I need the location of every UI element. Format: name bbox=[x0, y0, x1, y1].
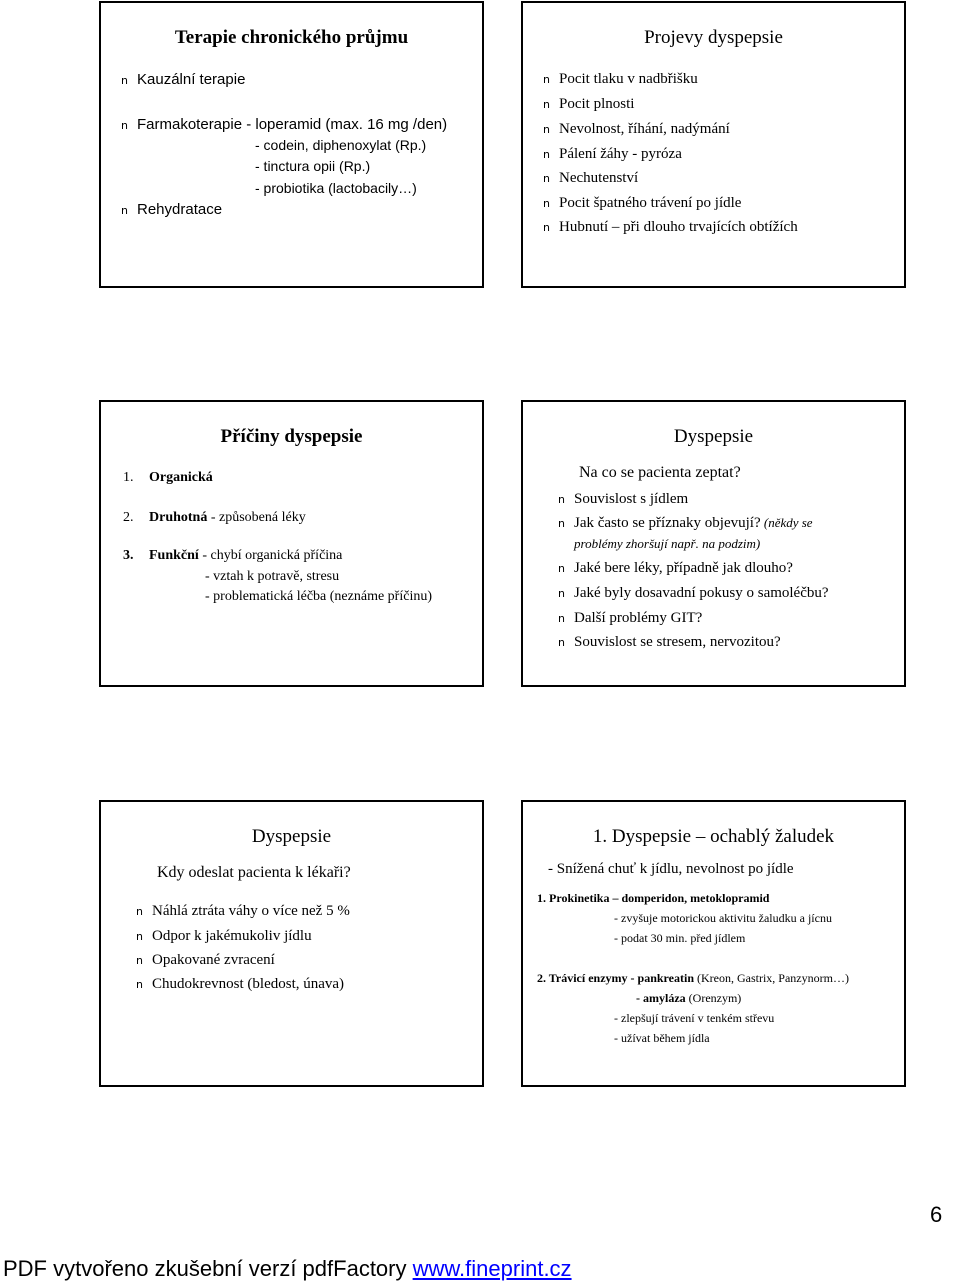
list-item: n Jak často se příznaky objevují? (někdy se bbox=[558, 515, 813, 531]
list-item: n Farmakoterapie - loperamid (max. 16 mg /den) bbox=[121, 116, 448, 133]
slide-ochably-zaludek bbox=[521, 800, 906, 1087]
bullet-icon: n bbox=[543, 98, 550, 111]
list-item: n Souvislost se stresem, nervozitou? bbox=[558, 634, 781, 650]
list-item: n Souvislost s jídlem bbox=[558, 491, 689, 507]
bullet-icon: n bbox=[543, 172, 550, 185]
bullet-icon: n bbox=[558, 517, 565, 530]
bullet-icon: n bbox=[121, 119, 128, 132]
sub-item: - tinctura opii (Rp.) bbox=[255, 158, 371, 174]
slide-title: Terapie chronického průjmu bbox=[174, 27, 409, 48]
list-item: n Pálení žáhy - pyróza bbox=[543, 146, 682, 162]
question: Kdy odeslat pacienta k lékaři? bbox=[157, 864, 351, 881]
list-item: n Nevolnost, říhání, nadýmání bbox=[543, 121, 730, 137]
list-item: n Rehydratace bbox=[121, 201, 223, 218]
sub-item: - probiotika (lactobacily…) bbox=[255, 180, 417, 196]
list-item: n Nechutenství bbox=[543, 170, 639, 186]
bullet-icon: n bbox=[121, 204, 128, 217]
bullet-icon: n bbox=[558, 562, 565, 575]
list-item: n Opakované zvracení bbox=[136, 952, 275, 968]
sub-item-amylase: - amyláza (Orenzym) bbox=[636, 991, 742, 1005]
footer-link[interactable]: www.fineprint.cz bbox=[412, 1256, 572, 1281]
bullet-icon: n bbox=[136, 954, 143, 967]
list-item: n Pocit plnosti bbox=[543, 96, 635, 112]
slide-title: Dyspepsie bbox=[673, 426, 754, 447]
list-item: n Hubnutí – při dlouho trvajících obtížích bbox=[543, 219, 798, 235]
page-number: 6 bbox=[930, 1202, 943, 1227]
bullet-icon: n bbox=[558, 612, 565, 625]
list-item: n Jaké byly dosavadní pokusy o samoléčbu? bbox=[558, 585, 829, 601]
slide-terapie-chronickeho-prujmu bbox=[99, 1, 484, 288]
bullet-icon: n bbox=[558, 493, 565, 506]
list-item: n Pocit špatného trávení po jídle bbox=[543, 195, 742, 211]
bullet-icon: n bbox=[136, 930, 143, 943]
bullet-icon: n bbox=[136, 905, 143, 918]
list-item: n Náhlá ztráta váhy o více než 5 % bbox=[136, 903, 350, 919]
list-item: n Pocit tlaku v nadbřišku bbox=[543, 71, 698, 87]
list-item: n Odpor k jakémukoliv jídlu bbox=[136, 928, 312, 944]
sub-item: - zvyšuje motorickou aktivitu žaludku a jícnu bbox=[614, 911, 832, 925]
slide-title: Projevy dyspepsie bbox=[644, 27, 783, 48]
therapy-enzymes: 2. Trávicí enzymy - pankreatin (Kreon, Gastrix, Panzynorm…) bbox=[537, 971, 849, 985]
pdf-footer: PDF vytvořeno zkušební verzí pdfFactory www.fineprint.cz bbox=[3, 1256, 572, 1281]
bullet-icon: n bbox=[543, 197, 550, 210]
bullet-icon: n bbox=[543, 123, 550, 136]
bullet-icon: n bbox=[558, 587, 565, 600]
question: Na co se pacienta zeptat? bbox=[579, 464, 741, 481]
note-text: problémy zhoršují např. na podzim) bbox=[574, 536, 761, 551]
list-item: n Jaké bere léky, případně jak dlouho? bbox=[558, 560, 793, 576]
sub-item: - codein, diphenoxylat (Rp.) bbox=[255, 137, 427, 153]
bullet-icon: n bbox=[136, 978, 143, 991]
slide-projevy-dyspepsie bbox=[521, 1, 906, 288]
slide-title: Příčiny dyspepsie bbox=[220, 426, 363, 447]
bullet-icon: n bbox=[121, 74, 128, 87]
sub-item: - podat 30 min. před jídlem bbox=[614, 931, 746, 945]
sub-item: - vztah k potravě, stresu bbox=[205, 569, 340, 584]
sub-item: - problematická léčba (neznáme příčinu) bbox=[205, 589, 432, 604]
slide-priciny-dyspepsie bbox=[99, 400, 484, 687]
therapy-prokinetics: 1. Prokinetika – domperidon, metoklopramid bbox=[537, 891, 770, 905]
sub-item: - užívat během jídla bbox=[614, 1031, 710, 1045]
list-item: n Kauzální terapie bbox=[121, 71, 246, 88]
bullet-icon: n bbox=[543, 221, 550, 234]
bullet-icon: n bbox=[558, 636, 565, 649]
cause-functional: 3. Funkční - chybí organická příčina bbox=[123, 548, 343, 563]
bullet-icon: n bbox=[543, 73, 550, 86]
slide-dyspepsie-otazky bbox=[521, 400, 906, 687]
cause-secondary: 2. Druhotná - způsobená léky bbox=[123, 510, 306, 525]
slide-title: Dyspepsie bbox=[251, 826, 332, 847]
symptom-line: - Snížená chuť k jídlu, nevolnost po jídle bbox=[548, 861, 794, 877]
slide-dyspepsie-odeslani bbox=[99, 800, 484, 1087]
list-item: n Chudokrevnost (bledost, únava) bbox=[136, 976, 345, 992]
list-item: n Další problémy GIT? bbox=[558, 610, 703, 626]
bullet-icon: n bbox=[543, 148, 550, 161]
sub-item: - zlepšují trávení v tenkém střevu bbox=[614, 1011, 775, 1025]
slide-title: 1. Dyspepsie – ochablý žaludek bbox=[592, 826, 835, 847]
cause-organic: 1. Organická bbox=[123, 470, 213, 485]
